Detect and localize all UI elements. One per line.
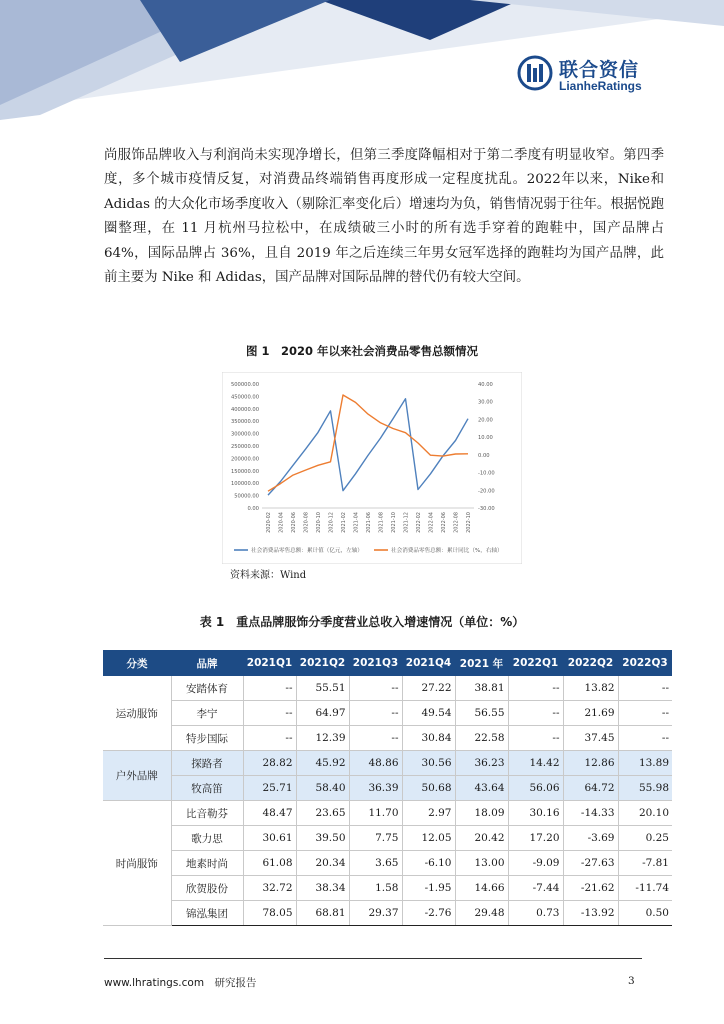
right-tick-label: 20.00 [478,417,493,424]
value-cell: 38.81 [455,676,508,701]
value-cell: 29.37 [349,901,402,926]
value-cell: -3.69 [563,826,618,851]
value-cell: -- [243,701,296,726]
value-cell: 3.65 [349,851,402,876]
figure-source: 资料来源：Wind [230,570,307,581]
value-cell: 20.34 [296,851,349,876]
value-cell: 1.58 [349,876,402,901]
value-cell: 30.84 [402,726,455,751]
value-cell: 28.82 [243,751,296,776]
right-tick-label: 0.00 [478,452,490,459]
value-cell: -- [508,676,563,701]
value-cell: 12.86 [563,751,618,776]
logo-english-text: LianheRatings [559,79,642,93]
value-cell: 39.50 [296,826,349,851]
value-cell: -13.92 [563,901,618,926]
value-cell: 48.86 [349,751,402,776]
brand-cell: 李宁 [171,701,243,726]
value-cell: 13.82 [563,676,618,701]
value-cell: 68.81 [296,901,349,926]
column-header: 2022Q3 [618,650,672,676]
value-cell: 7.75 [349,826,402,851]
table-row [103,901,672,926]
table-title: 表 1 重点品牌服饰分季度营业总收入增速情况（单位：%） [199,615,525,629]
value-cell: 50.68 [402,776,455,801]
x-tick-label: 2020-04 [278,512,285,533]
value-cell: -- [618,726,672,751]
brand-cell: 地素时尚 [171,851,243,876]
brand-cell: 歌力思 [171,826,243,851]
retail-sales-chart [222,372,522,564]
value-cell: -2.76 [402,901,455,926]
value-cell: 0.25 [618,826,672,851]
value-cell: 32.72 [243,876,296,901]
brand-cell: 欣贺股份 [171,876,243,901]
x-tick-label: 2021-02 [341,512,347,533]
table-row [103,776,672,801]
left-tick-label: 250000.00 [230,444,259,450]
brand-cell: 安踏体育 [171,676,243,701]
table-row [103,751,672,776]
category-cell: 运动服饰 [103,676,171,751]
value-cell: 56.55 [455,701,508,726]
left-tick-label: 150000.00 [230,468,259,475]
footer-divider [104,958,642,959]
column-header: 2021Q1 [243,650,296,676]
value-cell: -- [243,676,296,701]
value-cell: 13.00 [455,851,508,876]
value-cell: -- [349,726,402,751]
column-header: 2021Q4 [402,650,455,676]
value-cell: 23.65 [296,801,349,826]
brand-cell: 探路者 [171,751,243,776]
value-cell: 27.22 [402,676,455,701]
left-tick-label: 0.00 [247,506,259,512]
value-cell: 11.70 [349,801,402,826]
x-tick-label: 2021-04 [353,512,360,533]
company-logo [517,55,647,97]
value-cell: 49.54 [402,701,455,726]
value-cell: 36.39 [349,776,402,801]
table-row [103,826,672,851]
value-cell: -9.09 [508,851,563,876]
value-cell: 21.69 [563,701,618,726]
x-tick-label: 2022-06 [441,512,447,533]
value-cell: -- [508,726,563,751]
value-cell: -27.63 [563,851,618,876]
table-row [103,801,672,826]
value-cell: 25.71 [243,776,296,801]
value-cell: -- [349,676,402,701]
value-cell: 29.48 [455,901,508,926]
value-cell: 17.20 [508,826,563,851]
value-cell: 55.98 [618,776,672,801]
chart-frame [222,372,522,564]
value-cell: 2.97 [402,801,455,826]
column-header: 品牌 [171,650,243,676]
table-header-row [103,650,672,676]
value-cell: -- [618,701,672,726]
table-row [103,726,672,751]
chart-canvas [222,372,522,564]
left-tick-label: 500000.00 [230,382,259,388]
column-header: 2021Q2 [296,650,349,676]
value-cell: 48.47 [243,801,296,826]
column-header: 分类 [103,650,171,676]
right-tick-label: 40.00 [478,382,493,388]
x-tick-label: 2022-10 [466,512,472,533]
x-tick-label: 2020-06 [291,512,297,533]
value-cell: 58.40 [296,776,349,801]
category-cell: 时尚服饰 [103,801,171,926]
column-header: 2022Q1 [508,650,563,676]
value-cell: 38.34 [296,876,349,901]
x-tick-label: 2021-10 [391,512,397,533]
value-cell: -7.81 [618,851,672,876]
left-tick-label: 200000.00 [230,456,259,463]
logo-chinese-text: 联合资信 [559,59,640,81]
value-cell: 14.66 [455,876,508,901]
value-cell: -7.44 [508,876,563,901]
legend-label: 社会消费品零售总额：累计值（亿元，左轴） [251,548,363,554]
value-cell: -- [508,701,563,726]
value-cell: 55.51 [296,676,349,701]
figure-title: 图 1 2020 年以来社会消费品零售总额情况 [245,344,478,358]
brand-cell: 特步国际 [171,726,243,751]
value-cell: 64.72 [563,776,618,801]
value-cell: 64.97 [296,701,349,726]
value-cell: 43.64 [455,776,508,801]
page-number: 3 [628,975,635,987]
value-cell: -1.95 [402,876,455,901]
right-tick-label: -20.00 [478,488,495,495]
footer-website: www.lhratings.com 研究报告 [104,977,257,989]
brand-revenue-table [103,650,672,926]
left-tick-label: 50000.00 [234,493,259,500]
value-cell: 12.39 [296,726,349,751]
value-cell: -14.33 [563,801,618,826]
value-cell: 20.10 [618,801,672,826]
column-header: 2022Q2 [563,650,618,676]
x-tick-label: 2021-12 [403,512,410,533]
brand-cell: 锦泓集团 [171,901,243,926]
value-cell: -- [349,701,402,726]
x-tick-label: 2021-06 [366,512,372,533]
right-tick-label: -10.00 [478,470,495,477]
value-cell: -21.62 [563,876,618,901]
x-tick-label: 2020-08 [303,512,310,533]
value-cell: 14.42 [508,751,563,776]
right-tick-label: 10.00 [478,435,493,442]
left-tick-label: 350000.00 [230,419,259,426]
value-cell: 45.92 [296,751,349,776]
x-tick-label: 2020-02 [266,512,272,533]
brand-cell: 牧高笛 [171,776,243,801]
left-tick-label: 100000.00 [230,481,259,488]
value-cell: 18.09 [455,801,508,826]
category-cell: 户外品牌 [103,751,171,801]
value-cell: -6.10 [402,851,455,876]
right-tick-label: -30.00 [478,506,495,512]
left-tick-label: 450000.00 [230,394,259,401]
value-cell: 0.50 [618,901,672,926]
table-row [103,701,672,726]
value-cell: 12.05 [402,826,455,851]
value-cell: 30.16 [508,801,563,826]
right-tick-label: 30.00 [478,399,493,406]
body-paragraph: 尚服饰品牌收入与利润尚未实现净增长，但第三季度降幅相对于第二季度有明显收窄。第四季度，多个城市疫情反复，对消费品终端销售再度形成一定程度扰乱。2022年以来，Nike和 Adidas 的大众化市场季度收入（剔除汇率变化后）增速均为负，销售情况弱于往年。根据悦跑圈整理，在 11 月杭州马拉松中，在成绩破三小时的所有选手穿着的跑鞋中，国产品牌占 64%，国际品牌占 36%，且自 2019 年之后连续三年男女冠军选择的跑鞋均为国产品牌，此前主要为 Nike 和 Adidas，国产品牌对国际品牌的替代仍有较大空间。 [104,148,664,286]
x-tick-label: 2022-08 [453,512,460,533]
x-tick-label: 2021-08 [378,512,385,533]
left-tick-label: 400000.00 [230,406,259,413]
x-tick-label: 2020-12 [328,512,335,533]
value-cell: 22.58 [455,726,508,751]
value-cell: 61.08 [243,851,296,876]
value-cell: 30.61 [243,826,296,851]
value-cell: 37.45 [563,726,618,751]
column-header: 2021 年 [455,650,508,676]
lianhe-logo-icon [517,55,553,91]
value-cell: 13.89 [618,751,672,776]
value-cell: -- [618,676,672,701]
column-header: 2021Q3 [349,650,402,676]
value-cell: 0.73 [508,901,563,926]
value-cell: 30.56 [402,751,455,776]
left-tick-label: 300000.00 [230,431,259,438]
value-cell: 36.23 [455,751,508,776]
table-row [103,851,672,876]
table-row [103,676,672,701]
legend-label: 社会消费品零售总额：累计同比（%，右轴） [391,548,503,554]
x-tick-label: 2022-02 [416,512,422,533]
value-cell: 20.42 [455,826,508,851]
x-tick-label: 2022-04 [428,512,435,533]
value-cell: -- [243,726,296,751]
value-cell: -11.74 [618,876,672,901]
x-tick-label: 2020-10 [316,512,322,533]
brand-cell: 比音勒芬 [171,801,243,826]
value-cell: 56.06 [508,776,563,801]
value-cell: 78.05 [243,901,296,926]
table-row [103,876,672,901]
